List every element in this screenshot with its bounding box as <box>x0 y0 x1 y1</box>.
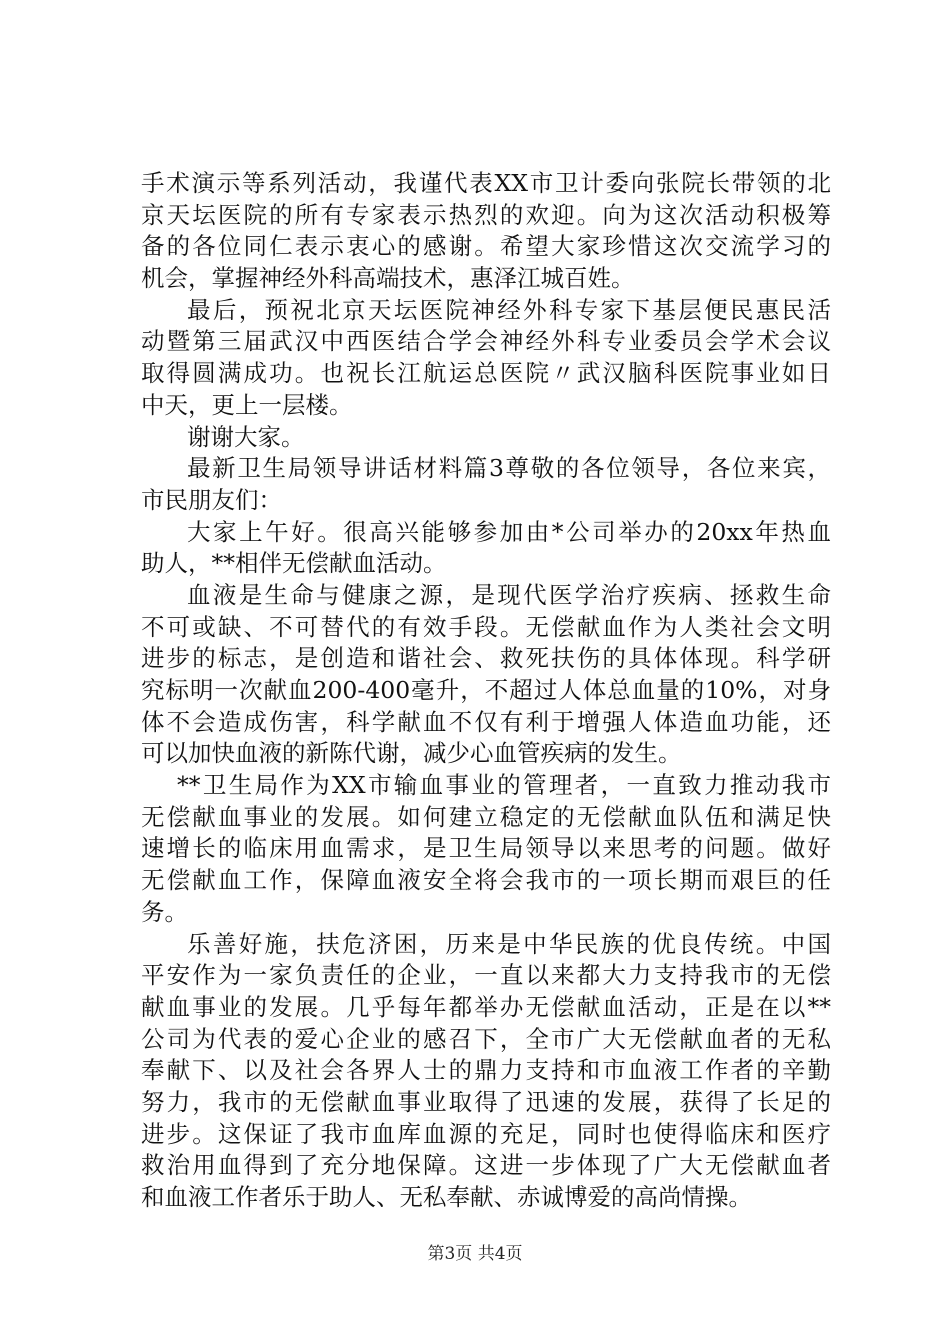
text-line: 谢谢大家。 <box>187 422 305 451</box>
text-line: 大家上午好。很高兴能够参加由*公司举办的20xx年热血 <box>187 517 831 546</box>
page-number-footer: 第3页 共4页 <box>427 1244 523 1264</box>
text-line: 手术演示等系列活动，我谨代表XX市卫计委向张院长带领的北 <box>141 169 831 197</box>
text-line: 乐善好施，扶危济困，历来是中华民族的优良传统。中国 <box>187 929 831 958</box>
text-line: 无偿献血事业的发展。如何建立稳定的无偿献血队伍和满足快 <box>141 802 831 831</box>
text-line: 务。 <box>141 897 188 926</box>
text-line: 究标明一次献血200-400毫升，不超过人体总血量的10%，对身 <box>141 676 831 704</box>
text-line: 机会，掌握神经外科高端技术，惠泽江城百姓。 <box>141 264 635 293</box>
text-line: 无偿献血工作，保障血液安全将会我市的一项长期而艰巨的任 <box>141 866 831 895</box>
text-line: 进步。这保证了我市血库血源的充足，同时也使得临床和医疗 <box>141 1119 831 1148</box>
text-line: 最后，预祝北京天坛医院神经外科专家下基层便民惠民活 <box>187 295 831 324</box>
text-line: 最新卫生局领导讲话材料篇3尊敬的各位领导，各位来宾， <box>187 454 831 483</box>
text-line: 献血事业的发展。几乎每年都举办无偿献血活动，正是在以** <box>141 992 831 1021</box>
text-line: 京天坛医院的所有专家表示热烈的欢迎。向为这次活动积极筹 <box>141 200 831 229</box>
text-line: 动暨第三届武汉中西医结合学会神经外科专业委员会学术会议 <box>141 327 831 356</box>
text-line: 速增长的临床用血需求，是卫生局领导以来思考的问题。做好 <box>141 834 831 863</box>
text-line: 平安作为一家负责任的企业，一直以来都大力支持我市的无偿 <box>141 961 831 990</box>
text-line: 体不会造成伤害，科学献血不仅有利于增强人体造血功能，还 <box>141 707 831 736</box>
text-line: 备的各位同仁表示衷心的感谢。希望大家珍惜这次交流学习的 <box>141 232 831 261</box>
text-line: 不可或缺、不可替代的有效手段。无偿献血作为人类社会文明 <box>141 612 831 641</box>
text-line: 助人，**相伴无偿献血活动。 <box>141 549 447 578</box>
text-line: 救治用血得到了充分地保障。这进一步体现了广大无偿献血者 <box>141 1151 831 1180</box>
text-line: 中天，更上一层楼。 <box>141 390 353 419</box>
text-line: 和血液工作者乐于助人、无私奉献、赤诚博爱的高尚情操。 <box>141 1183 752 1211</box>
text-line: **卫生局作为XX市输血事业的管理者，一直致力推动我市 <box>177 771 831 800</box>
text-line: 可以加快血液的新陈代谢，减少心血管疾病的发生。 <box>141 739 682 768</box>
text-line: 奉献下、以及社会各界人士的鼎力支持和市血液工作者的辛勤 <box>141 1056 831 1085</box>
text-line: 血液是生命与健康之源，是现代医学治疗疾病、拯救生命 <box>187 580 831 609</box>
text-line: 取得圆满成功。也祝长江航运总医院〃武汉脑科医院事业如日 <box>141 359 831 388</box>
text-line: 努力，我市的无偿献血事业取得了迅速的发展，获得了长足的 <box>141 1087 831 1116</box>
text-line: 市民朋友们： <box>141 485 282 514</box>
text-line: 进步的标志，是创造和谐社会、救死扶伤的具体体现。科学研 <box>141 644 831 673</box>
document-body <box>141 168 831 1214</box>
text-line: 公司为代表的爱心企业的感召下，全市广大无偿献血者的无私 <box>141 1024 831 1053</box>
